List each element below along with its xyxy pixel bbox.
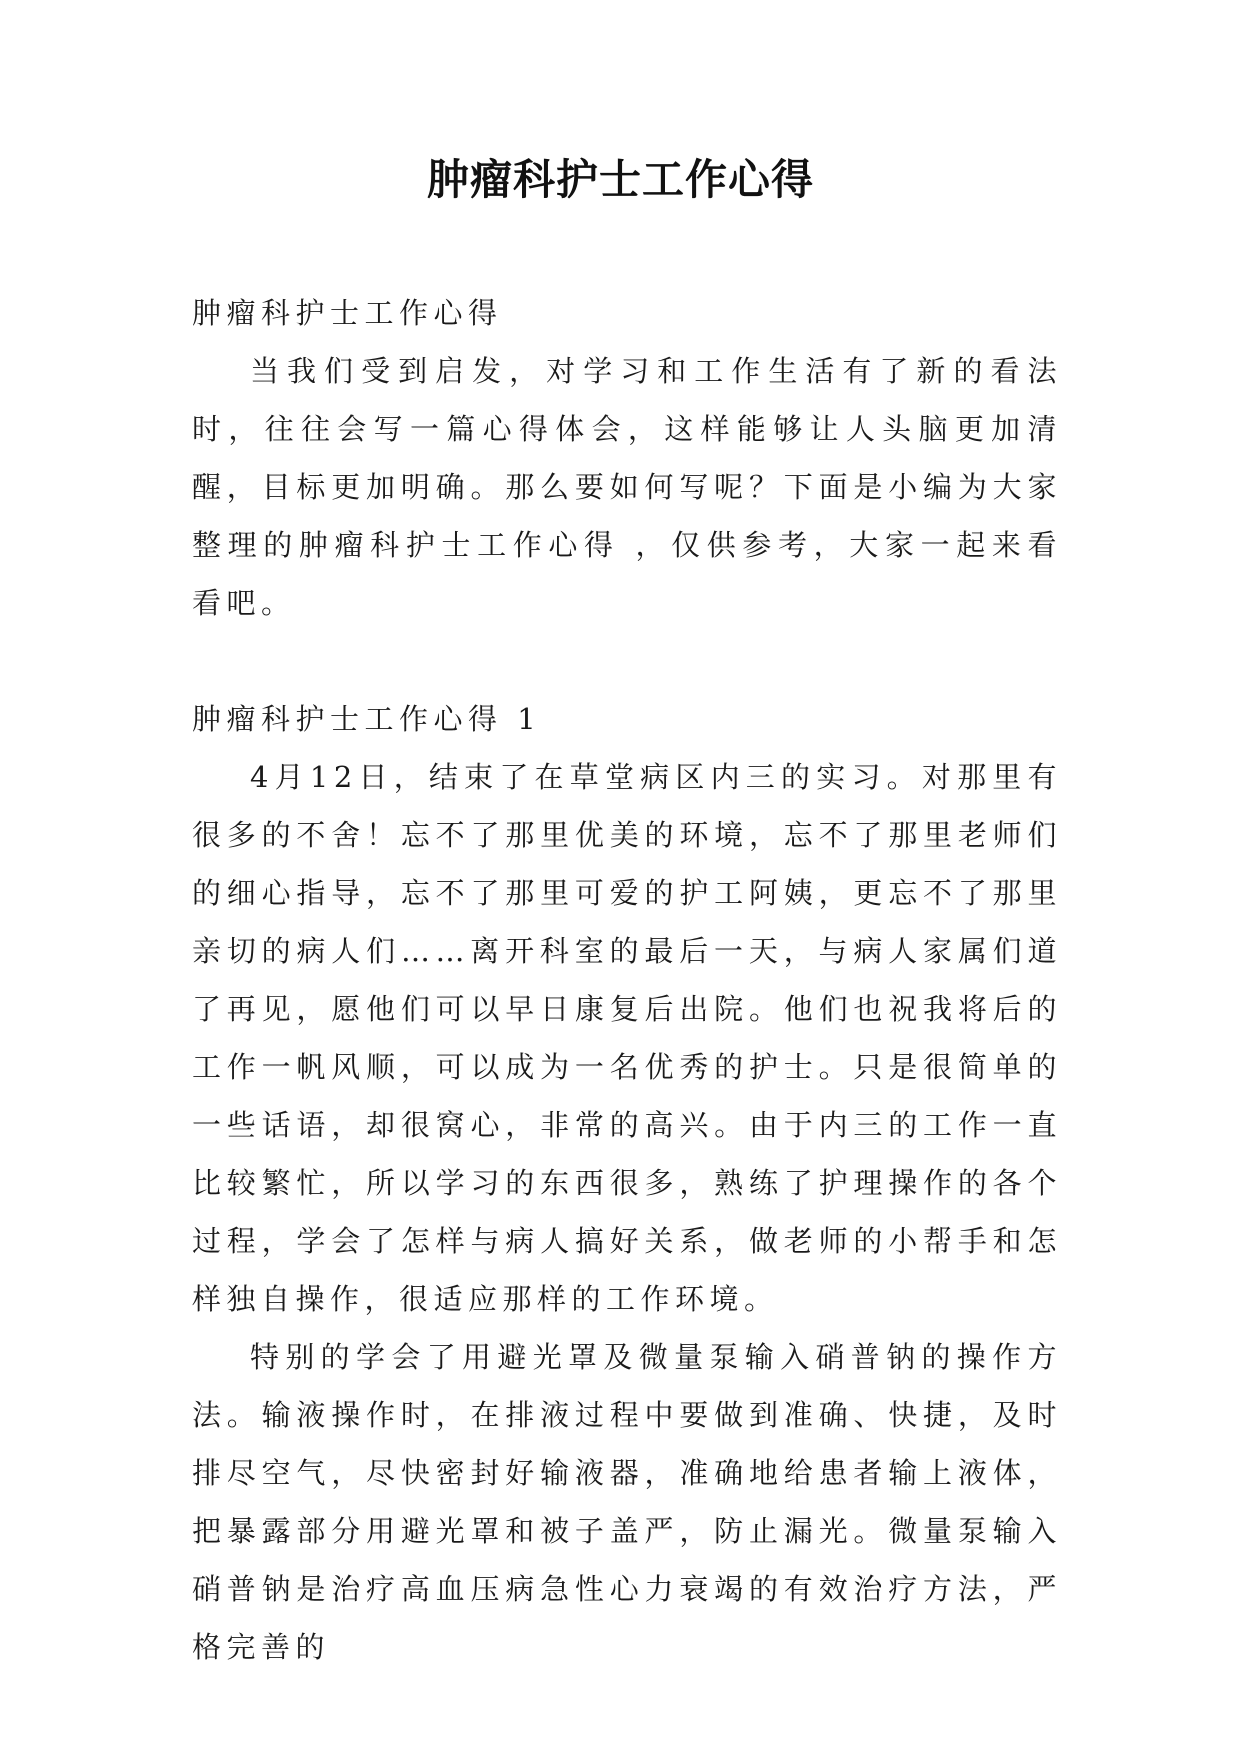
document-body — [192, 284, 1062, 1676]
document-title: 肿瘤科护士工作心得 — [426, 155, 814, 204]
intro-paragraph: 当我们受到启发，对学习和工作生活有了新的看法时，往往会写一篇心得体会，这样能够让人头脑更加清醒，目标更加明确。那么要如何写呢？下面是小编为大家整理的肿瘤科护士工作心得 ，仅供参考，大家一起来看看吧。 — [192, 354, 1062, 620]
section-spacer — [192, 632, 1062, 690]
section-heading-1: 肿瘤科护士工作心得 1 — [192, 702, 542, 736]
section-1-paragraph-1: 4月12日，结束了在草堂病区内三的实习。对那里有很多的不舍！忘不了那里优美的环境，忘不了那里老师们的细心指导，忘不了那里可爱的护工阿姨，更忘不了那里亲切的病人们……离开科室的最后一天，与病人家属们道了再见，愿他们可以早日康复后出院。他们也祝我将后的工作一帆风顺，可以成为一名优秀的护士。只是很简单的一些话语，却很窝心，非常的高兴。由于内三的工作一直比较繁忙，所以学习的东西很多，熟练了护理操作的各个过程，学会了怎样与病人搞好关系，做老师的小帮手和怎样独自操作，很适应那样的工作环境。 — [192, 760, 1062, 1316]
section-1-paragraph-2: 特别的学会了用避光罩及微量泵输入硝普钠的操作方法。输液操作时，在排液过程中要做到准确、快捷，及时排尽空气，尽快密封好输液器，准确地给患者输上液体，把暴露部分用避光罩和被子盖严，防止漏光。微量泵输入硝普钠是治疗高血压病急性心力衰竭的有效治疗方法，严格完善的 — [192, 1340, 1062, 1664]
intro-heading: 肿瘤科护士工作心得 — [192, 296, 503, 330]
